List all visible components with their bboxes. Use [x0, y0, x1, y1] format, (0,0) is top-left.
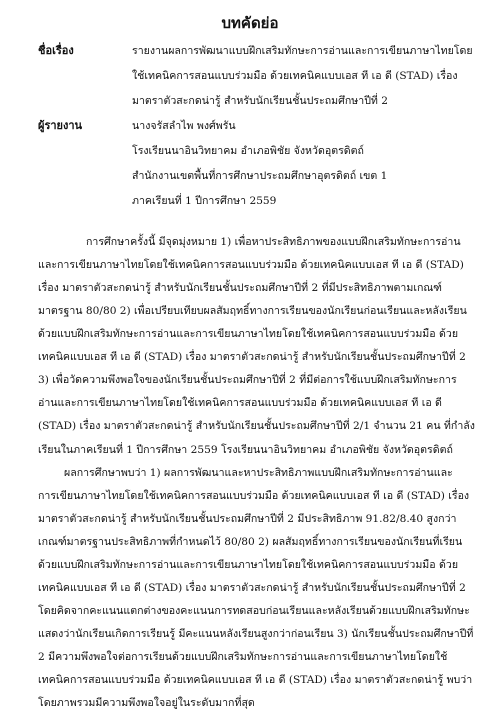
- abstract-line: เทคนิคการสอนแบบร่วมมือ ด้วยเทคนิคแบบเอส ที เอ ดี (STAD) เรื่อง มาตราตัวสะกดน่ารู้ พบว่า: [38, 674, 473, 686]
- author-label: ผู้รายงาน: [38, 119, 83, 132]
- abstract-line: เทคนิคแบบเอส ที เอ ดี (STAD) เรื่อง มาตราตัวสะกดน่ารู้ สำหรับนักเรียนชั้นประถมศึกษาปีที่ 2: [38, 581, 466, 594]
- title-label: ชื่อเรื่อง: [38, 44, 74, 57]
- author-line: โรงเรียนนาอินวิทยาคม อำเภอพิชัย จังหวัดอุตรดิตถ์: [132, 145, 364, 157]
- author-line: สำนักงานเขตพื้นที่การศึกษาประถมศึกษาอุตรดิตถ์ เขต 1: [132, 170, 388, 182]
- author-line: นางจรัสลำไพ พงศ์พรัน: [132, 120, 236, 132]
- abstract-line: และการเขียนภาษาไทยโดยใช้เทคนิคการสอนแบบร่วมมือ ด้วยเทคนิคแบบเอส ที เอ ดี (STAD): [38, 259, 464, 272]
- abstract-line: การเขียนภาษาไทยโดยใช้เทคนิคการสอนแบบร่วมมือ ด้วยเทคนิคแบบเอส ที เอ ดี (STAD) เรื่อง: [38, 489, 470, 502]
- abstract-line: เกณฑ์มาตรฐานประสิทธิภาพที่กำหนดไว้ 80/80 2) ผลสัมฤทธิ์ทางการเรียนของนักเรียนที่เรียน: [38, 535, 463, 548]
- abstract-line: มาตราตัวสะกดน่ารู้ สำหรับนักเรียนชั้นประถมศึกษาปีที่ 2 มีประสิทธิภาพ 91.82/8.40 สูงกว่า: [38, 512, 457, 525]
- abstract-line: 2 มีความพึงพอใจต่อการเรียนด้วยแบบฝึกเสริมทักษะการอ่านและการเขียนภาษาไทยโดยใช้: [38, 650, 448, 663]
- abstract-line: 3) เพื่อวัดความพึงพอใจของนักเรียนชั้นประถมศึกษาปีที่ 2 ที่มีต่อการใช้แบบฝึกเสริมทักษะการ: [38, 374, 457, 387]
- abstract-line: แสดงว่านักเรียนเกิดการเรียนรู้ มีคะแนนหลังเรียนสูงกว่าก่อนเรียน 3) นักเรียนชั้นประถมศึกษาปีที่: [38, 627, 474, 640]
- abstract-line: การศึกษาครั้งนี้ มีจุดมุ่งหมาย 1) เพื่อหาประสิทธิภาพของแบบฝึกเสริมทักษะการอ่าน: [86, 236, 461, 248]
- abstract-line: (STAD) เรื่อง มาตราตัวสะกดน่ารู้ สำหรับนักเรียนชั้นประถมศึกษาปีที่ 2/1 จำนวน 21 คน ที่กำลัง: [38, 420, 475, 433]
- abstract-line: มาตรฐาน 80/80 2) เพื่อเปรียบเทียบผลสัมฤทธิ์ทางการเรียนของนักเรียนก่อนเรียนและหลังเรียน: [38, 305, 467, 318]
- title-line: ใช้เทคนิคการสอนแบบร่วมมือ ด้วยเทคนิคแบบเอส ที เอ ดี (STAD) เรื่อง: [132, 70, 458, 82]
- abstract-line: อ่านและการเขียนภาษาไทยโดยใช้เทคนิคการสอนแบบร่วมมือ ด้วยเทคนิคแบบเอส ที เอ ดี: [38, 397, 442, 410]
- title-line: รายงานผลการพัฒนาแบบฝึกเสริมทักษะการอ่านและการเขียนภาษาไทยโดย: [132, 45, 473, 57]
- abstract-line: โดยคิดจากคะแนนแตกต่างของคะแนนการทดสอบก่อนเรียนและหลังเรียนด้วยแบบฝึกเสริมทักษะ: [38, 604, 470, 617]
- abstract-line: ผลการศึกษาพบว่า 1) ผลการพัฒนาและหาประสิทธิภาพแบบฝึกเสริมทักษะการอ่านและ: [64, 466, 453, 479]
- abstract-line: เรียนในภาคเรียนที่ 1 ปีการศึกษา 2559 โรงเรียนนาอินวิทยาคม อำเภอพิชัย จังหวัดอุตรดิตถ์: [38, 443, 453, 456]
- abstract-line: ด้วยแบบฝึกเสริมทักษะการอ่านและการเขียนภาษาไทยโดยใช้เทคนิคการสอนแบบร่วมมือ ด้วย: [38, 558, 459, 571]
- author-line: ภาคเรียนที่ 1 ปีการศึกษา 2559: [132, 195, 277, 207]
- abstract-line: โดยภาพรวมมีความพึงพอใจอยู่ในระดับมากที่สุด: [38, 697, 255, 709]
- page-title: บทคัดย่อ: [221, 14, 279, 32]
- title-line: มาตราตัวสะกดน่ารู้ สำหรับนักเรียนชั้นประถมศึกษาปีที่ 2: [132, 95, 389, 107]
- abstract-line: ด้วยแบบฝึกเสริมทักษะการอ่านและการเขียนภาษาไทยโดยใช้เทคนิคการสอนแบบร่วมมือ ด้วย: [38, 328, 459, 341]
- abstract-line: เทคนิคแบบเอส ที เอ ดี (STAD) เรื่อง มาตราตัวสะกดน่ารู้ สำหรับนักเรียนชั้นประถมศึกษาปีที่ 2: [38, 351, 466, 364]
- abstract-line: เรื่อง มาตราตัวสะกดน่ารู้ สำหรับนักเรียนชั้นประถมศึกษาปีที่ 2 ที่มีประสิทธิภาพตามเกณฑ์: [38, 282, 442, 295]
